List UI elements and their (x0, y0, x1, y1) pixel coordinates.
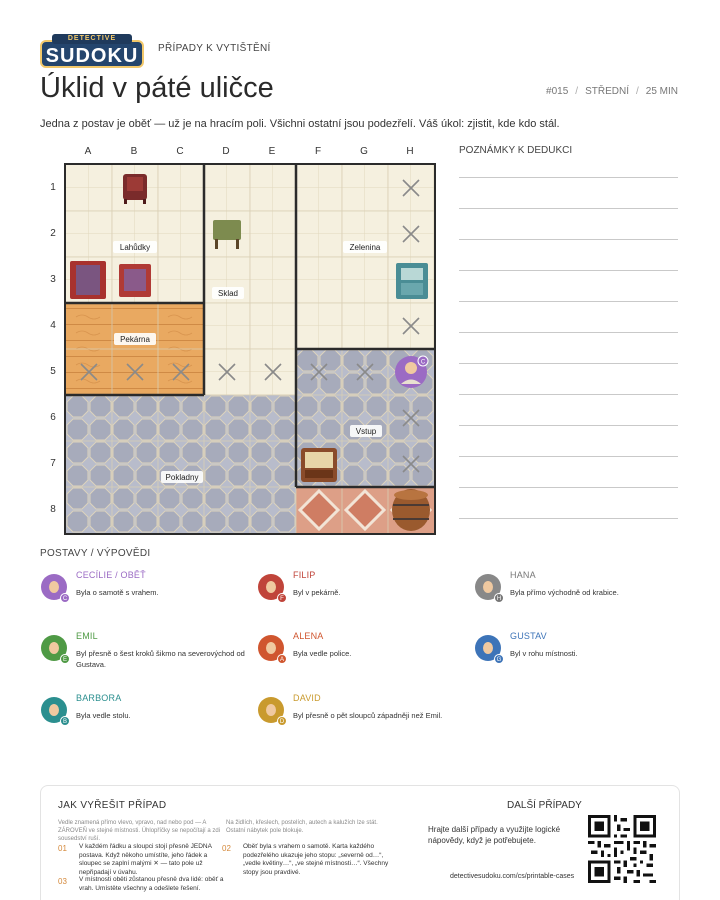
character-statement: Byl v pekárně. (293, 588, 341, 597)
avatar-badge: G (494, 654, 504, 664)
avatar (475, 574, 501, 600)
col-label-a: A (84, 146, 92, 157)
avatar (258, 697, 284, 723)
avatar (41, 635, 67, 661)
note-line[interactable] (459, 394, 678, 395)
step-number: 02 (222, 844, 231, 853)
qr-code-icon[interactable] (588, 815, 656, 883)
avatar (258, 635, 284, 661)
logo-main-text: SUDOKU (40, 40, 144, 68)
notes-title: POZNÁMKY K DEDUKCI (459, 145, 573, 156)
note-line[interactable] (459, 239, 678, 240)
character-name: EMIL (76, 631, 98, 641)
avatar (41, 574, 67, 600)
note-line[interactable] (459, 363, 678, 364)
note-line[interactable] (459, 270, 678, 271)
room-label-pekarna: Pekárna (120, 335, 150, 344)
character-statement: Byl přesně o pět sloupců západněji než Emil. (293, 711, 443, 720)
character-name: ALENA (293, 631, 324, 641)
face-icon (49, 642, 59, 654)
character-statement: Byl v rohu místnosti. (510, 649, 578, 658)
face-icon (483, 642, 493, 654)
row-label-3: 3 (50, 274, 56, 285)
character-name: GUSTAV (510, 631, 547, 641)
note-line[interactable] (459, 425, 678, 426)
col-label-f: F (314, 146, 322, 157)
barrel-icon (392, 489, 430, 531)
meta-separator: / (635, 86, 639, 97)
character-statement: Byla vedle police. (293, 649, 352, 658)
character-name: DAVID (293, 693, 321, 703)
game-board[interactable] (64, 163, 436, 535)
character-statement: Byl přesně o šest kroků šikmo na severovýchod od Gustava. (76, 649, 245, 669)
face-icon (266, 581, 276, 593)
face-icon (266, 704, 276, 716)
col-label-e: E (268, 146, 276, 157)
room-label-sklad: Sklad (217, 289, 239, 298)
row-label-4: 4 (50, 320, 56, 331)
row-label-6: 6 (50, 412, 56, 423)
avatar-badge: B (60, 716, 70, 726)
avatar-badge: H (494, 593, 504, 603)
room-label-vstup: Vstup (355, 427, 377, 436)
room-label-lahudky: Lahůdky (119, 243, 151, 252)
difficulty: STŘEDNÍ (585, 86, 629, 97)
face-icon (266, 642, 276, 654)
col-label-h: H (406, 146, 414, 157)
more-cases-title: DALŠÍ PŘÍPADY (507, 800, 582, 811)
note-line[interactable] (459, 456, 678, 457)
howto-rule-right: Na židlích, křeslech, postelích, autech a kalužích lze stát. Ostatní nábytek pole blokuje. (226, 820, 378, 834)
howto-title: JAK VYŘEŠIT PŘÍPAD (58, 800, 167, 811)
page-title: Úklid v páté uličce (40, 72, 274, 104)
howto-rule-left: Vedle znamená přímo vlevo, vpravo, nad nebo pod — A ZÁROVEŇ ve stejné místnosti. Úhlopříčky se nepočítají a zdi sousedství ruší. (58, 820, 221, 842)
character-statement: Byla přímo východně od krabice. (510, 588, 619, 597)
face-icon (49, 581, 59, 593)
note-line[interactable] (459, 208, 678, 209)
col-label-c: C (176, 146, 184, 157)
character-statement: Byla o samotě s vrahem. (76, 588, 159, 597)
fridge-icon (396, 263, 428, 299)
more-cases-text: Hrajte další případy a využijte logické nápovědy, když je potřebujete. (428, 825, 561, 845)
room-label-zelenina: Zelenina (349, 243, 381, 252)
avatar (41, 697, 67, 723)
face-icon (49, 704, 59, 716)
case-number: #015 (546, 86, 569, 97)
step-number: 01 (58, 844, 67, 853)
col-label-b: B (130, 146, 138, 157)
col-label-g: G (360, 146, 368, 157)
duration: 25 MIN (645, 86, 678, 97)
avatar-badge: E (60, 654, 70, 664)
step-text: Oběť byla s vrahem o samotě. Karta každého podezřelého ukazuje jeho stopu: „severně od…“, „vedle květiny…“, „ve stejné místnosti…“. Všechny stopy jsou pravdivé. (243, 843, 389, 876)
col-label-d: D (222, 146, 230, 157)
logo-top-text: DETECTIVE (52, 34, 132, 44)
face-icon (483, 581, 493, 593)
row-label-8: 8 (50, 504, 56, 515)
meta-separator: / (575, 86, 579, 97)
characters-title: POSTAVY / VÝPOVĚDI (40, 548, 151, 559)
chair-icon (123, 174, 147, 204)
row-label-7: 7 (50, 458, 56, 469)
character-name: CECÍLIE / OBĚŤ (76, 570, 146, 580)
step-number: 03 (58, 877, 67, 886)
avatar-badge: D (277, 716, 287, 726)
avatar-badge: A (277, 654, 287, 664)
logo (40, 34, 144, 68)
board-svg (66, 165, 434, 533)
intro-text: Jedna z postav je oběť — už je na hracím poli. Všichni ostatní jsou podezřelí. Váš úkol: zjistit, kde kdo stál. (40, 118, 560, 130)
avatar (258, 574, 284, 600)
shelf-icon (70, 261, 106, 299)
box-icon (119, 264, 151, 297)
character-name: HANA (510, 570, 536, 580)
note-line[interactable] (459, 332, 678, 333)
note-line[interactable] (459, 487, 678, 488)
row-label-5: 5 (50, 366, 56, 377)
case-meta (546, 86, 678, 97)
note-line[interactable] (459, 177, 678, 178)
character-name: BARBORA (76, 693, 122, 703)
step-text: V místnosti oběti zůstanou přesně dva lidé: oběť a vrah. Umístěte všechny a odešlete řešení. (79, 876, 224, 892)
step-text: V každém řádku a sloupci stojí přesně JEDNA postava. Když někoho umístíte, jeho řádek a sloupec se zaplní malými ✕ — tato pole už nepřipadají v úvahu. (79, 843, 212, 876)
note-line[interactable] (459, 518, 678, 519)
victim-badge-letter: C (420, 359, 426, 366)
character-name: FILIP (293, 570, 316, 580)
row-label-1: 1 (50, 182, 56, 193)
row-label-2: 2 (50, 228, 56, 239)
more-cases-link[interactable]: detectivesudoku.com/cs/printable-cases (450, 873, 575, 880)
note-line[interactable] (459, 301, 678, 302)
print-label: PŘÍPADY K VYTIŠTĚNÍ (158, 43, 271, 54)
crate-icon (301, 448, 337, 482)
avatar (475, 635, 501, 661)
character-statement: Byla vedle stolu. (76, 711, 131, 720)
room-label-pokladny: Pokladny (165, 473, 199, 482)
avatar-badge: F (277, 593, 287, 603)
avatar-badge: C (60, 593, 70, 603)
